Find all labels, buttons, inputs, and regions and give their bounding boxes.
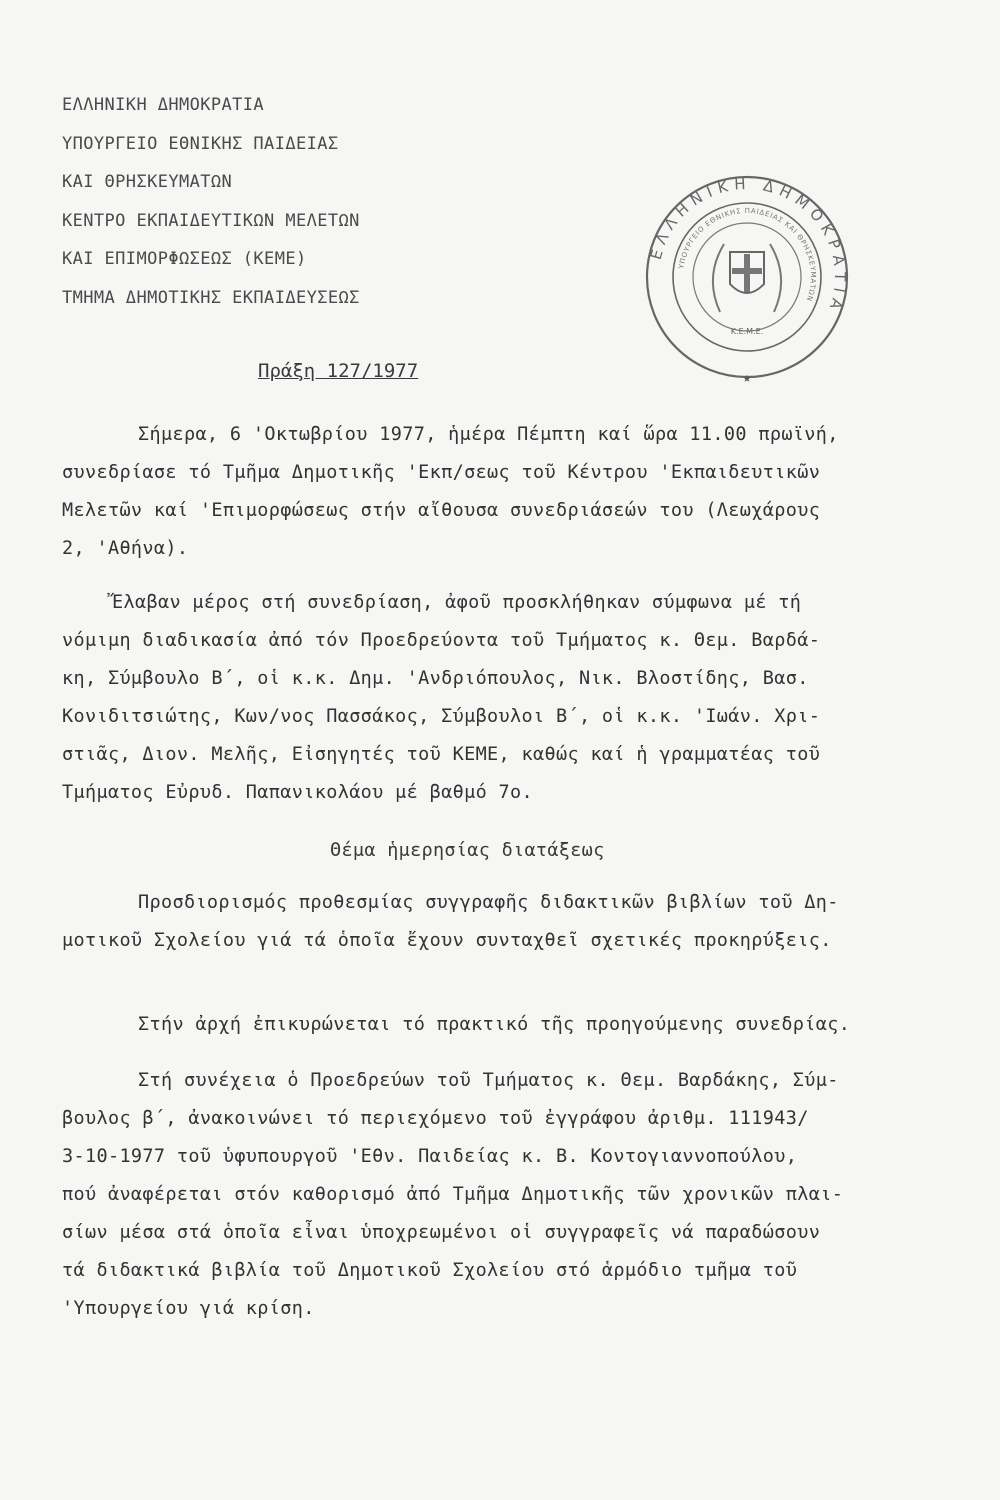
coat-of-arms-icon: [713, 244, 781, 312]
paragraph-line: Κονιδιτσιώτης, Κων/νος Πασσάκος, Σύμβουλοι Β΄, οἱ κ.κ. 'Ιωάν. Χρι-: [62, 706, 821, 727]
letterhead-line: ΚΑΙ ΘΡΗΣΚΕΥΜΑΤΩΝ: [62, 172, 233, 192]
official-stamp: [642, 172, 852, 382]
letterhead: [62, 86, 360, 317]
paragraph-line: Ἔλαβαν μέρος στή συνεδρίαση, ἀφοῦ προσκλήθηκαν σύμφωνα μέ τή: [112, 592, 802, 613]
paragraph-line: συνεδρίασε τό Τμῆμα Δημοτικῆς 'Εκπ/σεως τοῦ Κέντρου 'Εκπαιδευτικῶν: [62, 462, 821, 483]
paragraph-line: στιᾶς, Διον. Μελῆς, Εἰσηγητές τοῦ ΚΕΜΕ, καθώς καί ἡ γραμματέας τοῦ: [62, 744, 821, 765]
paragraph-line: μοτικοῦ Σχολείου γιά τά ὁποῖα ἔχουν συνταχθεῖ σχετικές προκηρύξεις.: [62, 930, 832, 951]
stamp-bottom-lettering: Κ.Ε.Μ.Ε.: [730, 327, 764, 336]
paragraph-line: Προσδιορισμός προθεσμίας συγγραφῆς διδακτικῶν βιβλίων τοῦ Δη-: [138, 892, 839, 913]
letterhead-line: ΤΜΗΜΑ ΔΗΜΟΤΙΚΗΣ ΕΚΠΑΙΔΕΥΣΕΩΣ: [62, 287, 360, 308]
paragraph-line: Μελετῶν καί 'Επιμορφώσεως στήν αἴθουσα συνεδριάσεών του (Λεωχάρους: [62, 500, 821, 521]
paragraph-line: 2, 'Αθήνα).: [62, 538, 189, 559]
stamp-outer-lettering: ΕΛΛΗΝΙΚΗ ΔΗΜΟΚΡΑΤΙΑ: [646, 174, 850, 318]
paragraph-line: Στήν ἀρχή ἐπικυρώνεται τό πρακτικό τῆς προηγούμενης συνεδρίας.: [138, 1014, 851, 1035]
paragraph-line: Σήμερα, 6 'Οκτωβρίου 1977, ἡμέρα Πέμπτη καί ὥρα 11.00 πρωϊνή,: [138, 424, 839, 445]
document-title: Πράξη 127/1977: [258, 360, 419, 382]
paragraph-line: 3-10-1977 τοῦ ὑφυπουργοῦ 'Εθν. Παιδείας κ. Β. Κοντογιαννοπούλου,: [62, 1146, 798, 1167]
letterhead-line: ΕΛΛΗΝΙΚΗ ΔΗΜΟΚΡΑΤΙΑ: [62, 95, 265, 115]
stamp-inner-lettering: ΥΠΟΥΡΓΕΙΟ ΕΘΝΙΚΗΣ ΠΑΙΔΕΙΑΣ ΚΑΙ ΘΡΗΣΚΕΥΜΑΤΩΝ: [677, 206, 818, 303]
paragraph-line: σίων μέσα στά ὁποῖα εἶναι ὑποχρεωμένοι οἱ συγγραφεῖς νά παραδώσουν: [62, 1222, 821, 1243]
paragraph-line: Τμήματος Εὐρυδ. Παπανικολάου μέ βαθμό 7ο.: [62, 782, 534, 803]
paragraph-line: κη, Σύμβουλο Β΄, οἱ κ.κ. Δημ. 'Ανδριόπουλος, Νικ. Βλοστίδης, Βασ.: [62, 668, 809, 689]
agenda-heading: Θέμα ἡμερησίας διατάξεως: [330, 840, 605, 861]
paragraph-line: πού ἀναφέρεται στόν καθορισμό ἀπό Τμῆμα Δημοτικῆς τῶν χρονικῶν πλαι-: [62, 1184, 844, 1205]
paragraph-line: τά διδακτικά βιβλία τοῦ Δημοτικοῦ Σχολείου στό ἁρμόδιο τμῆμα τοῦ: [62, 1260, 798, 1281]
paragraph-line: Στή συνέχεια ὁ Προεδρεύων τοῦ Τμήματος κ. Θεμ. Βαρδάκης, Σύμ-: [138, 1070, 839, 1091]
letterhead-line: ΥΠΟΥΡΓΕΙΟ ΕΘΝΙΚΗΣ ΠΑΙΔΕΙΑΣ: [62, 133, 339, 154]
paragraph-line: βουλος β΄, ἀνακοινώνει τό περιεχόμενο τοῦ ἐγγράφου ἀριθμ. 111943/: [62, 1108, 809, 1129]
letterhead-line: ΚΕΝΤΡΟ ΕΚΠΑΙΔΕΥΤΙΚΩΝ ΜΕΛΕΤΩΝ: [62, 210, 360, 231]
paragraph-line: 'Υπουργείου γιά κρίση.: [62, 1298, 315, 1319]
stamp-star-icon: ★: [742, 370, 752, 382]
paragraph-line: νόμιμη διαδικασία ἀπό τόν Προεδρεύοντα τοῦ Τμήματος κ. Θεμ. Βαρδά-: [62, 630, 821, 651]
letterhead-line: ΚΑΙ ΕΠΙΜΟΡΦΩΣΕΩΣ (ΚΕΜΕ): [62, 249, 307, 269]
